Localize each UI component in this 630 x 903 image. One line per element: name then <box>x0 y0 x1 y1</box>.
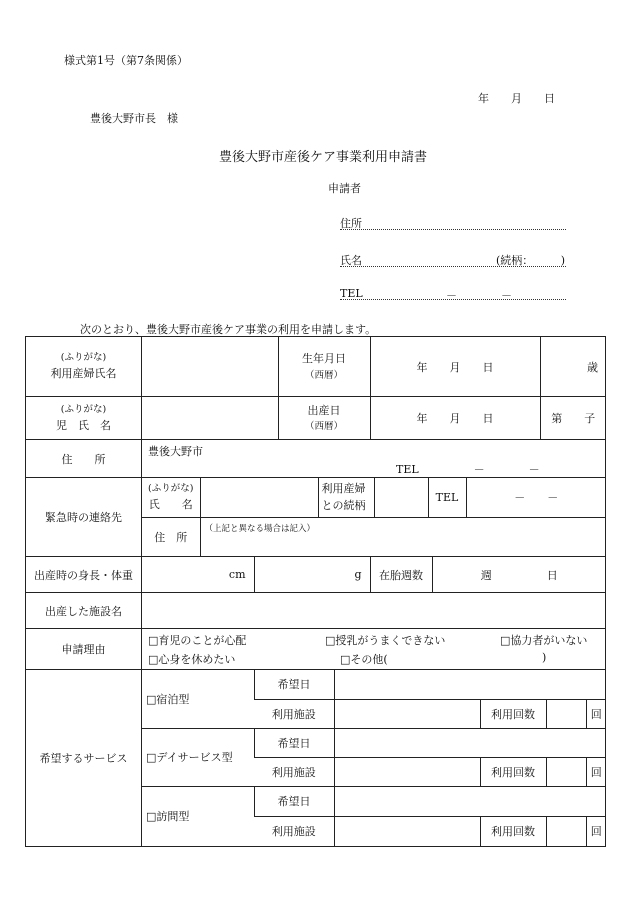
row-child <box>26 397 606 440</box>
day-count-field[interactable] <box>546 757 586 786</box>
row-body <box>26 557 606 593</box>
facility-label: 出産した施設名 <box>26 593 142 629</box>
applicant-label: 申請者 <box>328 182 361 195</box>
height-field[interactable]: cm <box>228 568 246 581</box>
visit-desired-date-label: 希望日 <box>254 786 334 816</box>
visit-facility-label: 利用施設 <box>254 816 334 846</box>
reason-option-breastfeeding[interactable]: □授乳がうまくできない <box>325 634 446 647</box>
row-reason <box>26 629 606 670</box>
mother-name-label: (ふりがな) 利用産婦氏名 <box>26 337 142 397</box>
stay-facility-label: 利用施設 <box>254 699 334 728</box>
mother-dob-field[interactable]: 年 月 日 <box>370 337 540 396</box>
mother-dob-label: 生年月日 （西暦） <box>278 337 370 396</box>
facility-field[interactable] <box>142 593 606 629</box>
reason-other-close: ) <box>542 651 547 664</box>
child-name-field[interactable] <box>142 397 278 439</box>
body-label: 出産時の身長・体重 <box>26 557 142 593</box>
stay-count-field[interactable] <box>546 699 586 728</box>
applicant-address-field[interactable] <box>340 229 566 230</box>
visit-facility-field[interactable] <box>334 816 480 846</box>
weeks-label: 在胎週数 <box>370 557 432 592</box>
day-count-label: 利用回数 <box>480 757 546 786</box>
date-line: 年 月 日 <box>478 92 555 105</box>
page-title: 豊後大野市産後ケア事業利用申請書 <box>219 150 428 165</box>
emergency-relation-label: 利用産婦との続柄 <box>318 478 374 517</box>
applicant-tel-field[interactable] <box>340 299 566 300</box>
day-facility-label: 利用施設 <box>254 757 334 786</box>
emergency-addr-note: （上記と異なる場合は記入） <box>204 523 316 534</box>
visit-desired-date-field[interactable] <box>334 786 606 816</box>
row-service <box>26 670 606 847</box>
address-tel: TEL － － <box>396 463 540 476</box>
applicant-name-field[interactable] <box>340 266 566 267</box>
day-desired-date-field[interactable] <box>334 728 606 757</box>
emergency-tel-field[interactable]: － － <box>466 478 606 517</box>
emergency-name-field[interactable] <box>200 478 318 517</box>
day-count-unit: 回 <box>586 757 606 786</box>
applicant-address-label: 住所 <box>340 217 362 230</box>
address-label: 住 所 <box>26 440 142 478</box>
stay-facility-field[interactable] <box>334 699 480 728</box>
reason-label: 申請理由 <box>26 629 142 670</box>
emergency-addr-field[interactable] <box>200 517 606 556</box>
applicant-name-label: 氏名 <box>340 254 362 267</box>
stay-count-unit: 回 <box>586 699 606 728</box>
service-type-day[interactable]: □デイサービス型 <box>142 728 254 786</box>
weeks-field[interactable]: 週 日 <box>432 557 606 592</box>
address-field[interactable] <box>142 440 606 478</box>
form-number: 様式第1号（第7条関係） <box>64 54 188 67</box>
applicant-tel-label: TEL <box>340 287 363 300</box>
stay-count-label: 利用回数 <box>480 699 546 728</box>
service-label: 希望するサービス <box>26 670 142 847</box>
day-facility-field[interactable] <box>334 757 480 786</box>
address-city: 豊後大野市 <box>148 445 203 458</box>
emergency-relation-field[interactable] <box>374 478 428 517</box>
child-birth-field[interactable]: 年 月 日 <box>370 397 540 439</box>
intro-text: 次のとおり、豊後大野市産後ケア事業の利用を申請します。 <box>80 323 377 336</box>
visit-count-label: 利用回数 <box>480 816 546 846</box>
visit-count-field[interactable] <box>546 816 586 846</box>
row-address <box>26 440 606 478</box>
applicant-tel-dashes: － － <box>446 289 512 302</box>
stay-desired-date-field[interactable] <box>334 670 606 699</box>
emergency-tel-label: TEL <box>428 478 466 517</box>
reason-option-worry[interactable]: □育児のことが心配 <box>148 634 247 647</box>
row-emergency <box>26 478 606 557</box>
reason-option-no-helper[interactable]: □協力者がいない <box>500 634 588 647</box>
emergency-label: 緊急時の連絡先 <box>26 478 142 557</box>
weight-field[interactable]: g <box>254 557 370 592</box>
reason-option-rest[interactable]: □心身を休めたい <box>148 653 236 666</box>
row-facility <box>26 593 606 629</box>
service-type-stay[interactable]: □宿泊型 <box>146 692 190 706</box>
child-birth-label: 出産日 （西暦） <box>278 397 370 439</box>
mother-age-field[interactable]: 歳 <box>540 337 606 396</box>
visit-count-unit: 回 <box>586 816 606 846</box>
stay-desired-date-label: 希望日 <box>254 670 334 699</box>
service-type-visit[interactable]: □訪問型 <box>142 786 254 846</box>
child-order-field[interactable]: 第 子 <box>540 397 606 439</box>
reason-option-other[interactable]: □その他( <box>340 653 388 666</box>
applicant-relation-label: (続柄： ) <box>496 254 566 267</box>
mother-name-field[interactable] <box>142 337 278 396</box>
child-name-label: (ふりがな) 児 氏 名 <box>26 397 142 440</box>
emergency-addr-label: 住 所 <box>142 517 200 556</box>
addressee: 豊後大野市長 様 <box>90 112 178 125</box>
row-mother <box>26 337 606 397</box>
day-desired-date-label: 希望日 <box>254 728 334 757</box>
application-form-table <box>25 336 606 847</box>
emergency-name-label: (ふりがな) 氏 名 <box>148 482 194 512</box>
